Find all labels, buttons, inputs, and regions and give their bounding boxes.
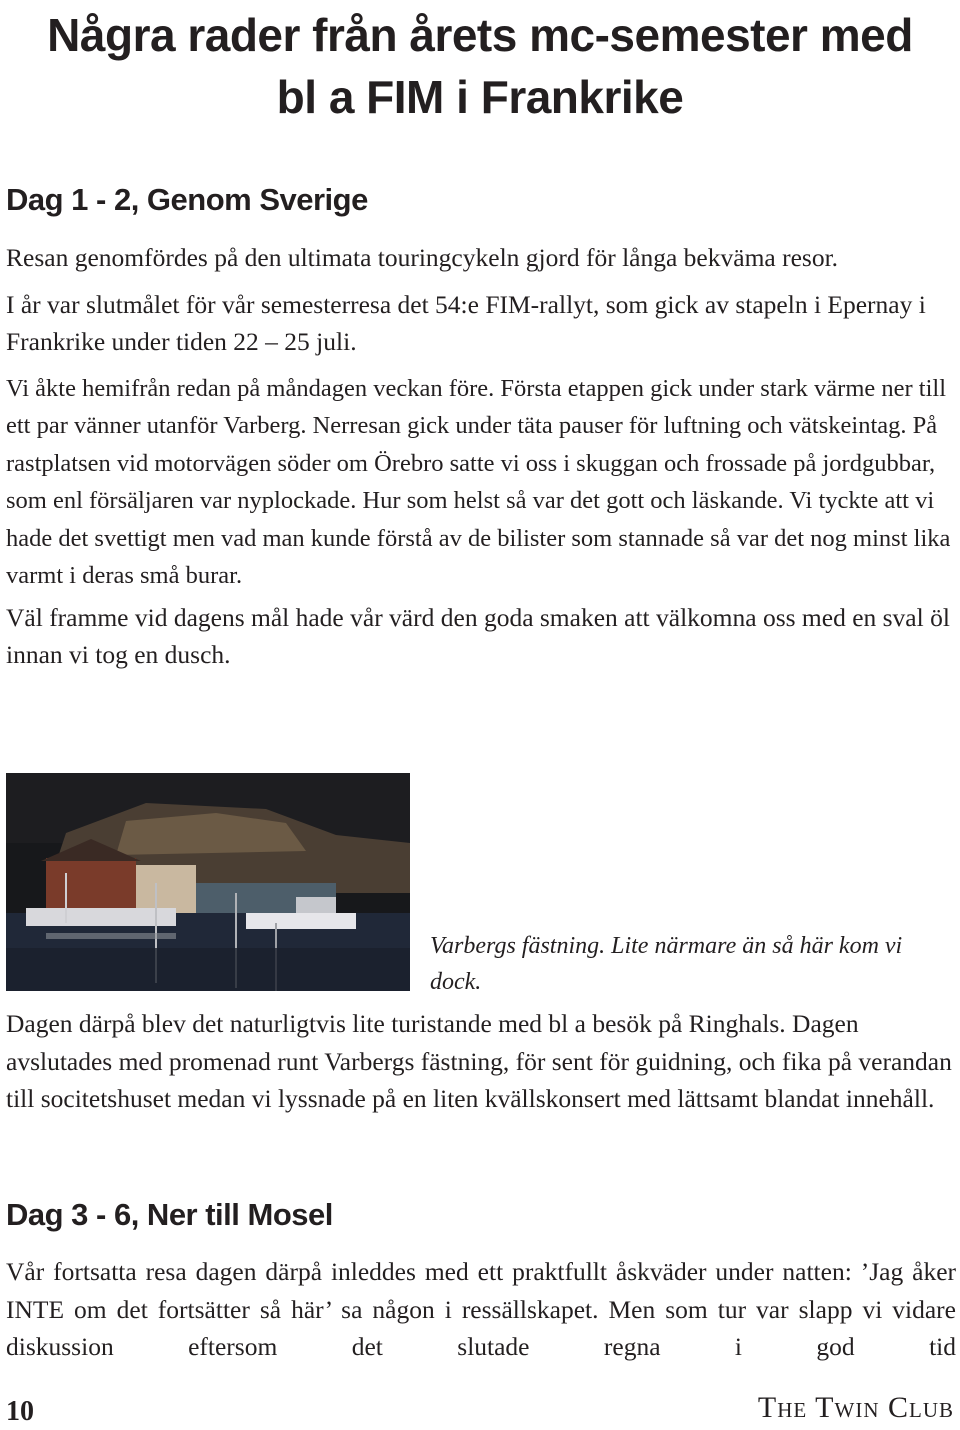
publication-name: The Twin Club	[757, 1391, 954, 1424]
page-number: 10	[6, 1396, 34, 1427]
harbor-photo-illustration	[6, 773, 410, 991]
paragraph: Vi åkte hemifrån redan på måndagen veckan före. Första etappen gick under stark värme ner till ett par vänner utanför Varberg. Nerresan gick under täta pauser för luftning och vätskeintag. På rastplatsen vid motorvägen söder om Örebro satte vi oss i skuggan och frossade på jordgubbar, som enl försäljaren var nyplockade. Hur som helst så var det gott och läskande. Vi tyckte att vi hade det svettigt men vad man kunde förstå av de bilister som stannade så var det nog minst lika varmt i deras små burar.	[6, 374, 951, 589]
section-1-text	[6, 239, 956, 674]
paragraph: Resan genomfördes på den ultimata touringcykeln gjord för långa bekväma resor.	[6, 243, 839, 272]
section-1b-text	[6, 1005, 956, 1118]
page-title	[0, 4, 960, 128]
photo-varbergs-fastning	[6, 773, 410, 991]
section-2-text	[6, 1253, 956, 1366]
paragraph: Vår fortsatta resa dagen därpå inleddes med ett praktfullt åskväder under natten: ’Jag åker INTE om det fortsätter så här’ sa någon i ressällskapet. Men som tur var slapp vi vidare diskussion eftersom det slutade regna i god tid	[6, 1257, 956, 1361]
title-line-1: Några rader från årets mc-semester med	[47, 9, 913, 61]
paragraph: Väl framme vid dagens mål hade vår värd den goda smaken att välkomna oss med en sval öl innan vi tog en dusch.	[6, 602, 950, 669]
photo-caption: Varbergs fästning. Lite närmare än så här kom vi dock.	[430, 933, 903, 995]
section-heading-day-1-2: Dag 1 - 2, Genom Sverige	[6, 182, 368, 217]
section-heading-day-3-6: Dag 3 - 6, Ner till Mosel	[6, 1197, 333, 1232]
paragraph: I år var slutmålet för vår semesterresa det 54:e FIM-rallyt, som gick av stapeln i Epernay i Frankrike under tiden 22 – 25 juli.	[6, 289, 926, 356]
title-line-2: bl a FIM i Frankrike	[276, 71, 684, 123]
paragraph: Dagen därpå blev det naturligtvis lite turistande med bl a besök på Ringhals. Dagen avslutades med promenad runt Varbergs fästning, för sent för guidning, och fika på verandan till socitetshuset medan vi lyssnade på en liten kvällskonsert med lättsamt blandat innehåll.	[6, 1009, 952, 1113]
